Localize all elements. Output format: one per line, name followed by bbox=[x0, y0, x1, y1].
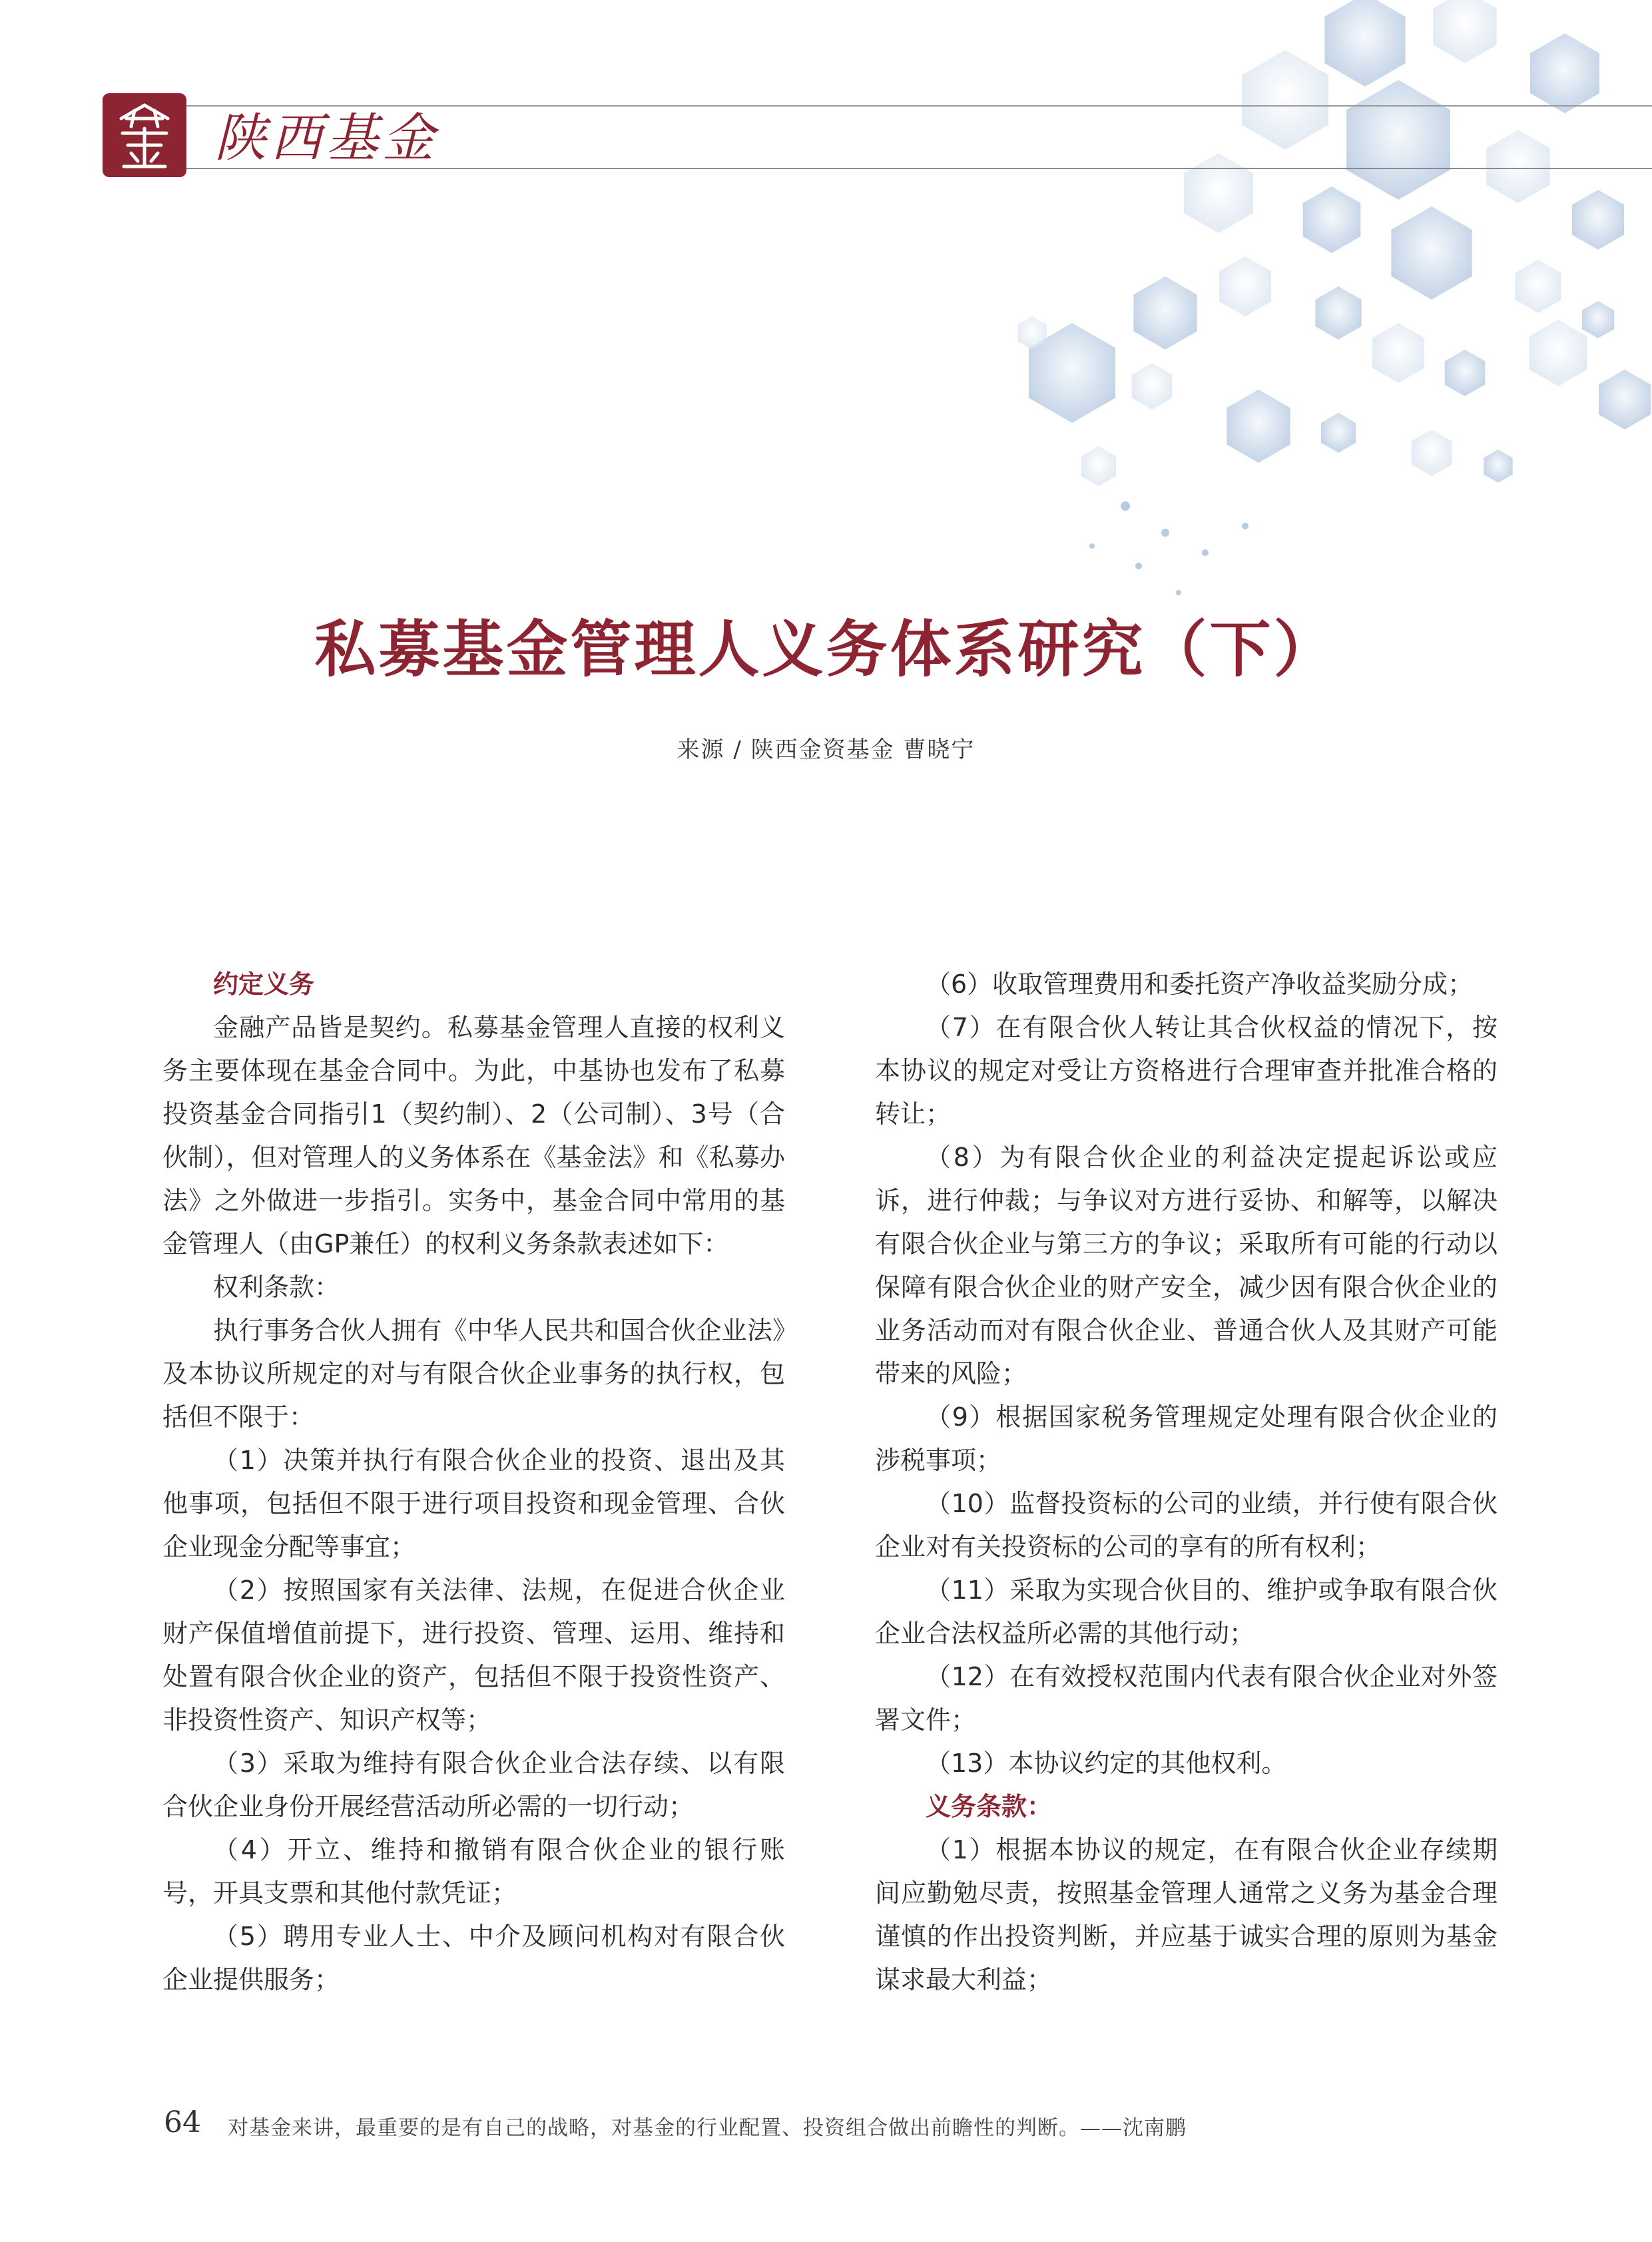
decorative-hexagon bbox=[1484, 449, 1512, 483]
body-paragraph: （2）按照国家有关法律、法规，在促进合伙企业财产保值增值前提下，进行投资、管理、运用、维持和处置有限合伙企业的资产，包括但不限于投资性资产、非投资性资产、知识产权等； bbox=[162, 1575, 785, 1735]
decorative-hexagon bbox=[1391, 206, 1472, 300]
decorative-hexagon bbox=[1242, 50, 1328, 150]
decorative-hexagon bbox=[1219, 256, 1271, 316]
decorative-dot bbox=[1242, 523, 1248, 529]
decorative-hexagon bbox=[1081, 446, 1116, 486]
article-byline: 来源 / 陕西金资基金 曹晓宁 bbox=[677, 736, 975, 763]
decorative-hexagon bbox=[1445, 350, 1486, 396]
decorative-dot bbox=[1161, 529, 1169, 537]
decorative-hexagon bbox=[1303, 186, 1361, 253]
body-paragraph: （4）开立、维持和撤销有限合伙企业的银行账号，开具支票和其他付款凭证； bbox=[162, 1835, 785, 1908]
body-paragraph: （13）本协议约定的其他权利。 bbox=[926, 1749, 1287, 1778]
decorative-hexagon bbox=[1315, 286, 1361, 340]
decorative-hexagon-pattern bbox=[699, 0, 1652, 613]
body-paragraph: （1）决策并执行有限合伙企业的投资、退出及其他事项，包括但不限于进行项目投资和现金管理、合伙企业现金分配等事宜； bbox=[162, 1446, 785, 1561]
magazine-logo-icon bbox=[101, 92, 188, 178]
decorative-hexagon bbox=[1412, 429, 1452, 476]
body-paragraph: （1）根据本协议的规定，在有限合伙企业存续期间应勤勉尽责，按照基金管理人通常之义务为基金合理谨慎的作出投资判断，并应基于诚实合理的原则为基金谋求最大利益； bbox=[875, 1835, 1498, 1994]
decorative-hexagon bbox=[1346, 80, 1450, 200]
decorative-hexagon bbox=[1486, 130, 1549, 203]
decorative-hexagon bbox=[1324, 0, 1405, 87]
decorative-dot bbox=[1089, 543, 1095, 549]
decorative-hexagon bbox=[1530, 33, 1599, 113]
decorative-dot bbox=[1176, 590, 1181, 595]
decorative-hexagon bbox=[1227, 390, 1290, 463]
decorative-hexagon bbox=[1572, 190, 1624, 250]
body-paragraph: 权利条款： bbox=[213, 1272, 340, 1302]
decorative-hexagon bbox=[1433, 0, 1496, 63]
body-paragraph: （12）在有效授权范围内代表有限合伙企业对外签署文件； bbox=[875, 1662, 1498, 1735]
body-paragraph: （9）根据国家税务管理规定处理有限合伙企业的涉税事项； bbox=[875, 1402, 1498, 1475]
decorative-hexagon bbox=[1321, 413, 1356, 453]
decorative-dot bbox=[1121, 501, 1130, 511]
section-heading: 义务条款： bbox=[926, 1792, 1053, 1821]
left-text-column bbox=[162, 963, 785, 2002]
decorative-dot bbox=[1202, 549, 1209, 556]
magazine-name: 陕西基金 bbox=[214, 109, 439, 168]
section-heading: 约定义务 bbox=[213, 970, 315, 999]
hexagon-cluster bbox=[1017, 0, 1651, 595]
decorative-hexagon bbox=[1529, 320, 1587, 386]
body-paragraph: 金融产品皆是契约。私募基金管理人直接的权利义务主要体现在基金合同中。为此，中基协也发布了私募投资基金合同指引1（契约制）、2（公司制）、3号（合伙制），但对管理人的义务体系在《基金法》和《私募办法》之外做进一步指引。实务中，基金合同中常用的基金管理人（由GP兼任）的权利义务条款表述如下： bbox=[162, 1013, 785, 1259]
decorative-hexagon bbox=[1133, 276, 1197, 350]
decorative-hexagon bbox=[1184, 153, 1253, 233]
decorative-hexagon bbox=[1132, 363, 1173, 410]
decorative-hexagon bbox=[1599, 370, 1651, 429]
body-paragraph: （7）在有限合伙人转让其合伙权益的情况下，按本协议的规定对受让方资格进行合理审查并批准合格的转让； bbox=[875, 1013, 1498, 1129]
decorative-hexagon bbox=[1582, 301, 1614, 338]
decorative-hexagon bbox=[1372, 323, 1424, 383]
page-number: 64 bbox=[164, 2105, 201, 2139]
body-paragraph: （3）采取为维持有限合伙企业合法存续、以有限合伙企业身份开展经营活动所必需的一切行动； bbox=[162, 1749, 785, 1821]
body-paragraph: （8）为有限合伙企业的利益决定提起诉讼或应诉，进行仲裁；与争议对方进行妥协、和解等，以解决有限合伙企业与第三方的争议；采取所有可能的行动以保障有限合伙企业的财产安全，减少因有限合伙企业的业务活动而对有限合伙企业、普通合伙人及其财产可能带来的风险； bbox=[875, 1143, 1498, 1388]
body-paragraph: 执行事务合伙人拥有《中华人民共和国合伙企业法》及本协议所规定的对与有限合伙企业事务的执行权，包括但不限于： bbox=[162, 1316, 785, 1432]
decorative-dot bbox=[1135, 563, 1142, 569]
body-paragraph: （11）采取为实现合伙目的、维护或争取有限合伙企业合法权益所必需的其他行动； bbox=[875, 1575, 1498, 1648]
right-text-column bbox=[875, 963, 1498, 2002]
article-title: 私募基金管理人义务体系研究（下） bbox=[314, 613, 1338, 685]
decorative-hexagon bbox=[1515, 260, 1561, 313]
body-paragraph: （6）收取管理费用和委托资产净收益奖励分成； bbox=[926, 970, 1474, 999]
footer-quote: 对基金来讲，最重要的是有自己的战略，对基金的行业配置、投资组合做出前瞻性的判断。——沈南鹏 bbox=[228, 2116, 1187, 2140]
body-paragraph: （10）监督投资标的公司的业绩，并行使有限合伙企业对有关投资标的公司的享有的所有权利； bbox=[875, 1489, 1498, 1561]
body-paragraph: （5）聘用专业人士、中介及顾问机构对有限合伙企业提供服务； bbox=[162, 1922, 785, 1994]
